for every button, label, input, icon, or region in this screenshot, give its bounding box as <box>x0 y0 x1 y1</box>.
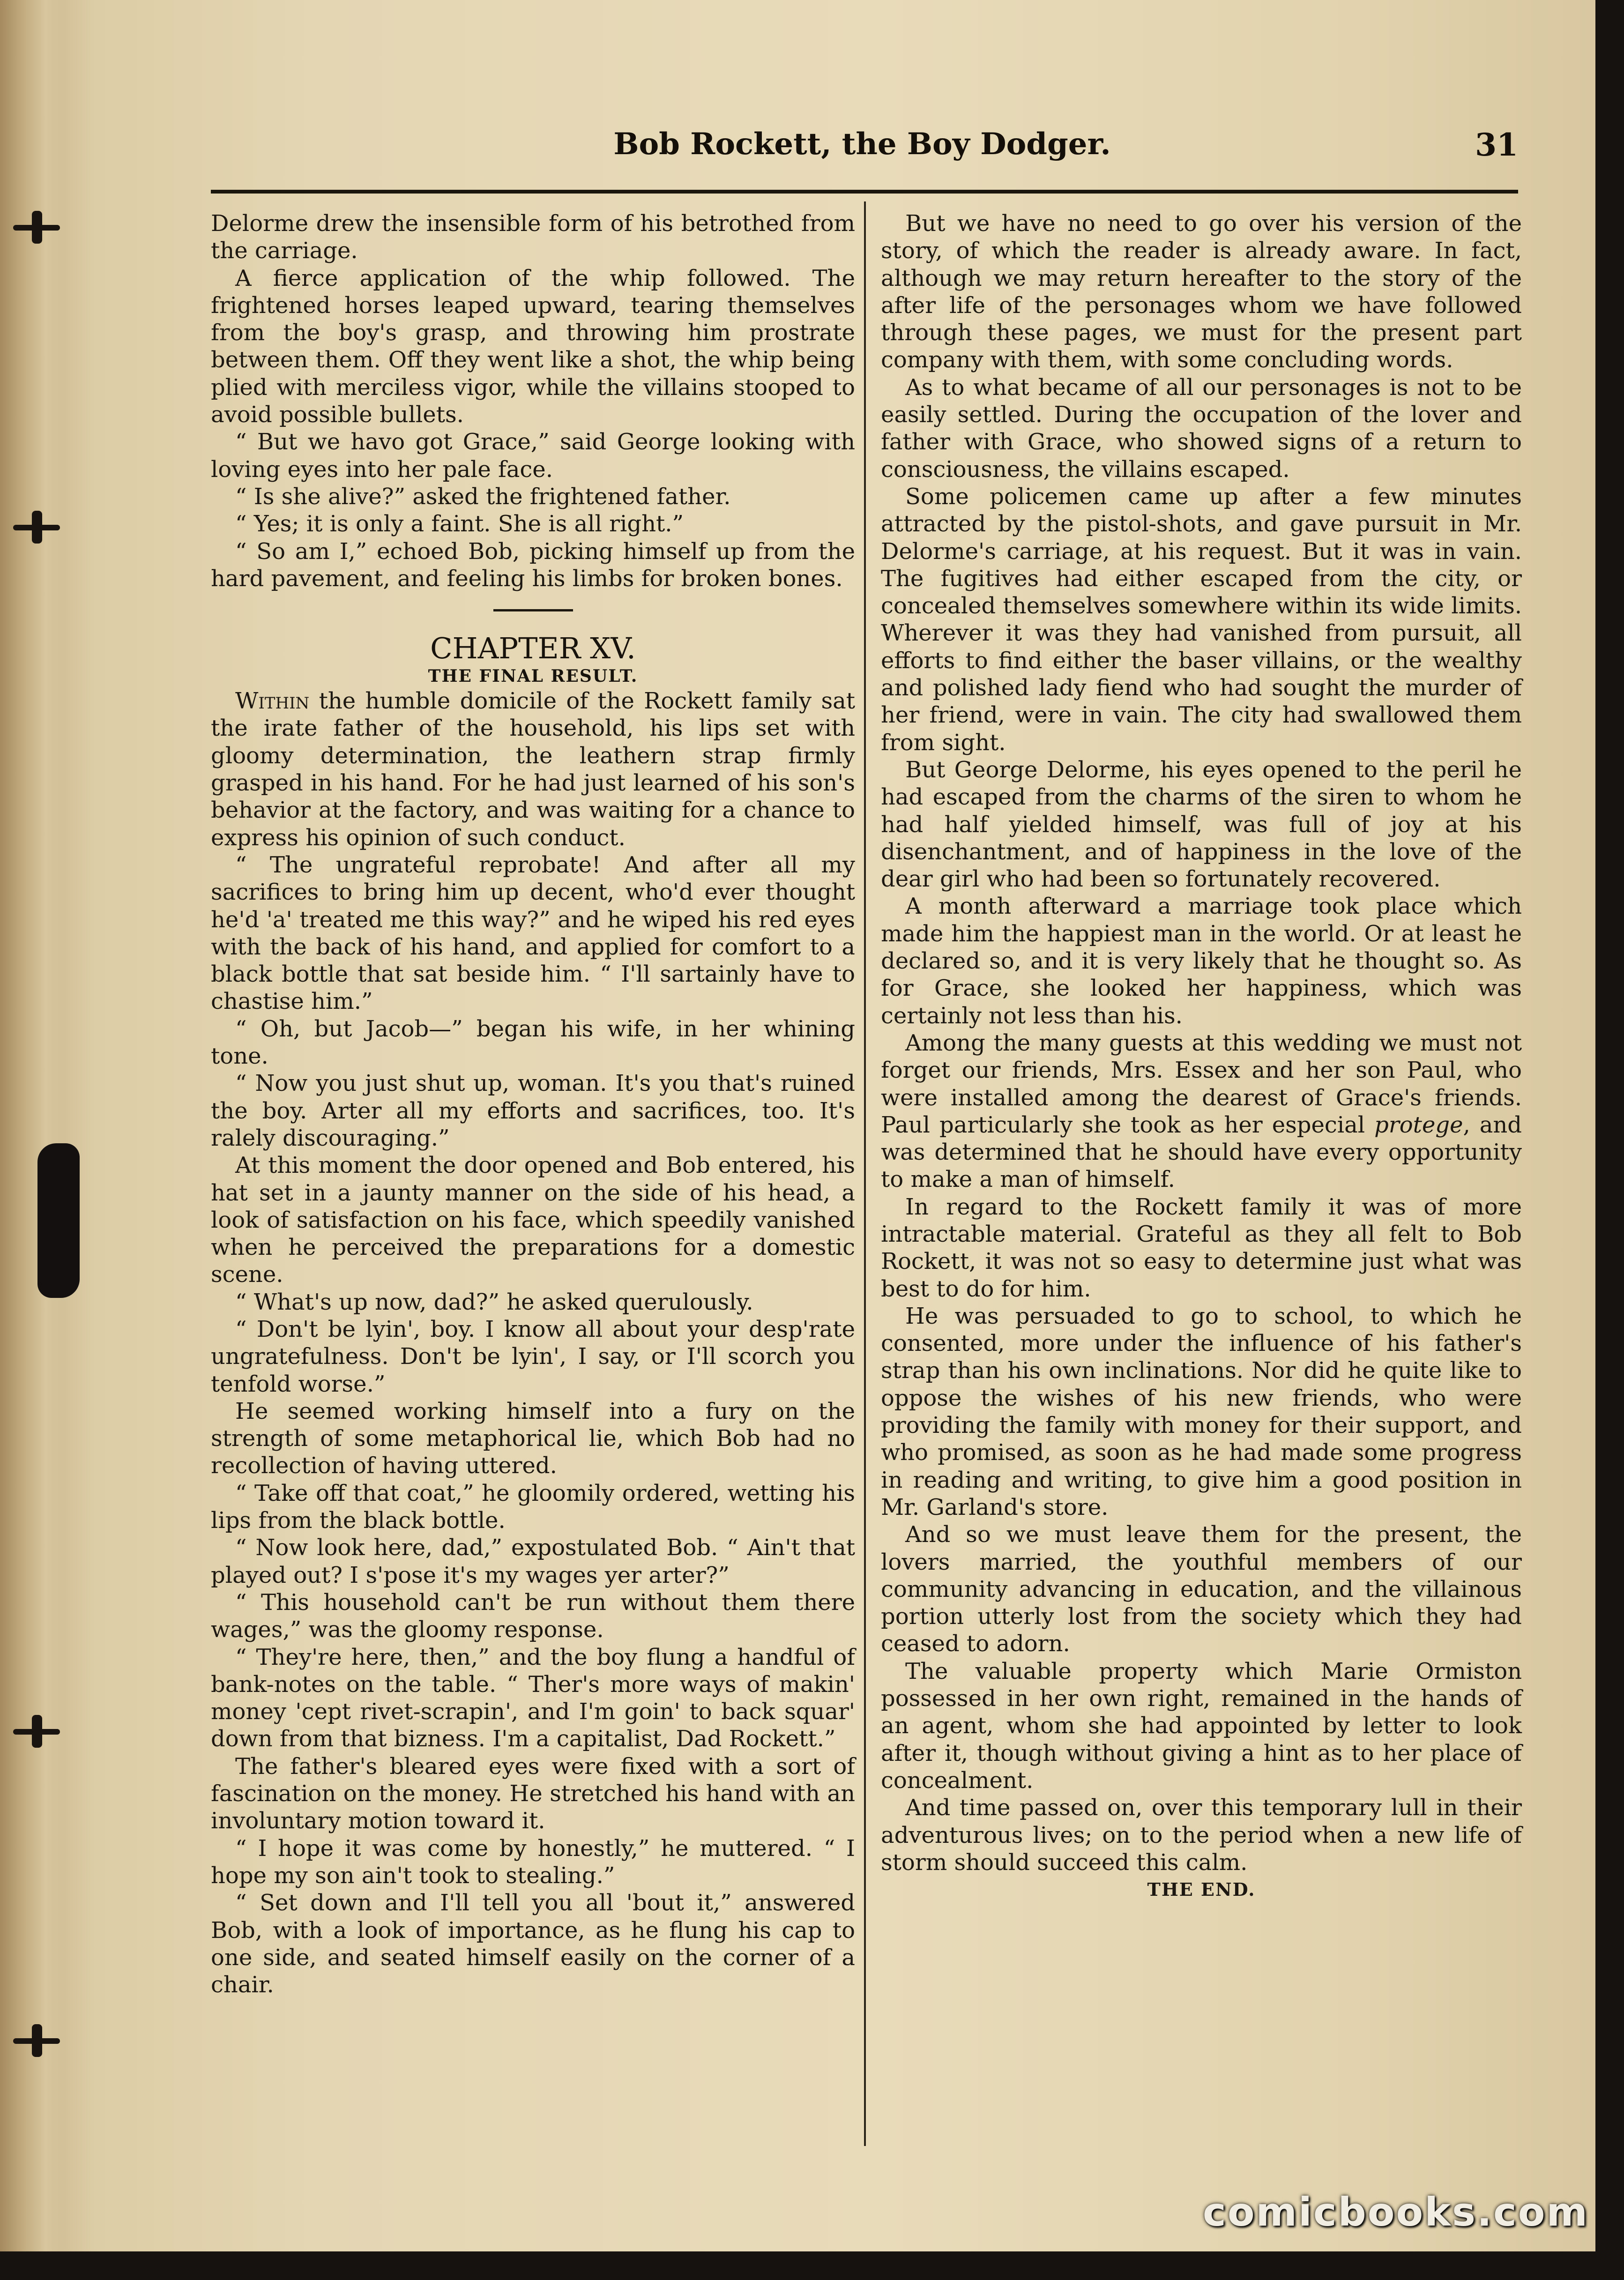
page-header <box>206 127 1518 173</box>
left-paragraphs-before <box>211 210 855 592</box>
paragraph: Delorme drew the insensible form of his betrothed from the carriage. <box>211 210 855 264</box>
paragraph: In regard to the Rockett family it was of more intractable material. Grateful as they all felt to Bob Rockett, it was not so easy to determine just what was best to do for him. <box>881 1193 1522 1302</box>
paragraph: “ Take off that coat,” he gloomily ordered, wetting his lips from the black bottle. <box>211 1480 855 1534</box>
paragraph: “ So am I,” echoed Bob, picking himself up from the hard pavement, and feeling his limbs for broken bones. <box>211 538 855 592</box>
paragraph: “ Now look here, dad,” expostulated Bob. “ Ain't that played out? I s'pose it's my wages yer arter?” <box>211 1535 855 1588</box>
paragraph: As to what became of all our personages is not to be easily settled. During the occupation of the lover and father with Grace, who showed signs of a return to consciousness, the villains escaped. <box>881 374 1522 483</box>
wedding-before: Among the many guests at this wedding we must not forget our friends, Mrs. Essex and her son Paul, who were installed among the dearest of Grace's friends. Paul particularly she took as her especial <box>881 1029 1522 1138</box>
paragraph: He was persuaded to go to school, to which he consented, more under the influence of his father's strap than his own inclinations. Nor did he quite like to oppose the wishes of his new friends, who were providing the family with money for their support, and who promised, as soon as he had made some progress in reading and writing, to give him a good position in Mr. Garland's store. <box>881 1303 1522 1520</box>
paragraph: “ This household can't be run without them there wages,” was the gloomy response. <box>211 1589 855 1643</box>
column-divider <box>864 201 866 2146</box>
paragraph: “ Is she alive?” asked the frightened father. <box>235 483 731 510</box>
paragraph: “ Now you just shut up, woman. It's you that's ruined the boy. Arter all my efforts and sacrifices, too. It's ralely discouraging.” <box>211 1070 855 1151</box>
binding-tear <box>37 1143 80 1298</box>
paragraph: And time passed on, over this temporary lull in their adventurous lives; on to the period when a new life of storm should succeed this calm. <box>881 1795 1522 1876</box>
paragraph: “ Don't be lyin', boy. I know all about your desp'rate ungratefulness. Don't be lyin', I say, or I'll scorch you tenfold worse.” <box>211 1316 855 1397</box>
the-end: THE END. <box>1147 1879 1256 1900</box>
binding-stitch-icon <box>13 2024 60 2057</box>
left-column <box>211 210 855 1998</box>
left-paragraphs-after <box>211 851 855 1998</box>
paragraph: A fierce application of the whip followed. The frightened horses leaped upward, tearing themselves from the boy's grasp, and throwing him prostrate between them. Off they went like a shot, the whip being plied with merciless vigor, while the villains stooped to avoid possible bullets. <box>211 265 855 428</box>
paragraph: A month afterward a marriage took place which made him the happiest man in the world. Or at least he declared so, and it is very likely that he thought so. As for Grace, she looked her happiness, which was certainly not less than his. <box>881 893 1522 1029</box>
binding-edge <box>0 0 66 2251</box>
binding-stitch-icon <box>13 511 60 544</box>
chapter-heading: CHAPTER XV. <box>430 631 636 666</box>
section-divider <box>493 609 573 611</box>
paragraph: But we have no need to go over his version of the story, of which the reader is already aware. In fact, although we may return hereafter to the story of the after life of the personages whom we have followed through these pages, we must for the present part company with them, with some concluding words. <box>881 210 1522 373</box>
binding-stitch-icon <box>13 211 60 244</box>
paragraph: “ Set down and I'll tell you all 'bout it,” answered Bob, with a look of importance, as he flung his cap to one side, and seated himself easily on the corner of a chair. <box>211 1890 855 1998</box>
paragraph: “ The ungrateful reprobate! And after all my sacrifices to bring him up decent, who'd ever thought he'd 'a' treated me this way?” and he wiped his red eyes with the back of his hand, and applied for comfort to a black bottle that sat beside him. “ I'll sartainly have to chastise him.” <box>211 851 855 1015</box>
right-paragraphs-a <box>881 210 1522 1029</box>
binding-stitch-icon <box>13 1715 60 1748</box>
header-rule <box>211 190 1518 194</box>
chapter-opening-paragraph <box>211 687 855 851</box>
wedding-paragraph <box>881 1029 1522 1193</box>
paragraph: “ What's up now, dad?” he asked querulously. <box>235 1289 753 1315</box>
paragraph: At this moment the door opened and Bob entered, his hat set in a jaunty manner on the side of his head, a look of satisfaction on his face, which speedily vanished when he perceived the preparations for a domestic scene. <box>211 1152 855 1288</box>
page-number: 31 <box>1475 127 1518 163</box>
watermark: comicbooks.com <box>1203 2189 1589 2235</box>
paragraph: He seemed working himself into a fury on the strength of some metaphorical lie, which Bob had no recollection of having uttered. <box>211 1398 855 1479</box>
paragraph: Some policemen came up after a few minutes attracted by the pistol-shots, and gave pursuit in Mr. Delorme's carriage, at his request. But it was in vain. The fugitives had either escaped from the city, or concealed themselves somewhere within its wide limits. Wherever it was they had vanished from pursuit, all efforts to find either the baser villains, or the wealthy and polished lady fiend who had sought the murder of her friend, were in vain. The city had swallowed them from sight. <box>881 483 1522 756</box>
paragraph: “ Yes; it is only a faint. She is all right.” <box>235 511 684 537</box>
paragraph: “ But we havo got Grace,” said George looking with loving eyes into her pale face. <box>211 429 855 483</box>
paragraph: “ They're here, then,” and the boy flung a handful of bank-notes on the table. “ Ther's more ways of makin' money 'cept rivet-scrapin', and I'm goin' to back squar' down from that bizness. I'm a capitalist, Dad Rockett.” <box>211 1644 855 1752</box>
opening-rest: the humble domicile of the Rockett family sat the irate father of the household, his lips set with gloomy determination, the leathern strap firmly grasped in his hand. For he had just learned of his son's behavior at the factory, and was waiting for a chance to express his opinion of such conduct. <box>211 688 855 851</box>
paragraph: “ Oh, but Jacob—” began his wife, in her whining tone. <box>211 1015 855 1070</box>
paragraph: But George Delorme, his eyes opened to the peril he had escaped from the charms of the siren to whom he had half yielded himself, was full of joy at his disenchantment, and of happiness in the love of the dear girl who had been so fortunately recovered. <box>881 756 1522 893</box>
wedding-italic: protege <box>1374 1111 1463 1138</box>
running-title: Bob Rockett, the Boy Dodger. <box>613 127 1111 162</box>
paragraph: The father's bleared eyes were fixed with a sort of fascination on the money. He stretched his hand with an involuntary motion toward it. <box>211 1753 855 1834</box>
right-paragraphs-b <box>881 1193 1522 1876</box>
opening-word: Within <box>235 688 310 715</box>
wedding-after: , and was determined that he should have every opportunity to make a man of himself. <box>881 1111 1522 1193</box>
chapter-subtitle: THE FINAL RESULT. <box>428 666 638 686</box>
right-column <box>881 210 1522 1903</box>
paragraph: The valuable property which Marie Ormiston possessed in her own right, remained in the hands of an agent, whom she had appointed by letter to look after it, though without giving a hint as to her place of concealment. <box>881 1658 1522 1794</box>
paragraph: And so we must leave them for the present, the lovers married, the youthful members of our community advancing in education, and the villainous portion utterly lost from the society which they had ceased to adorn. <box>881 1521 1522 1657</box>
paragraph: “ I hope it was come by honestly,” he muttered. “ I hope my son ain't took to stealing.” <box>211 1835 855 1889</box>
